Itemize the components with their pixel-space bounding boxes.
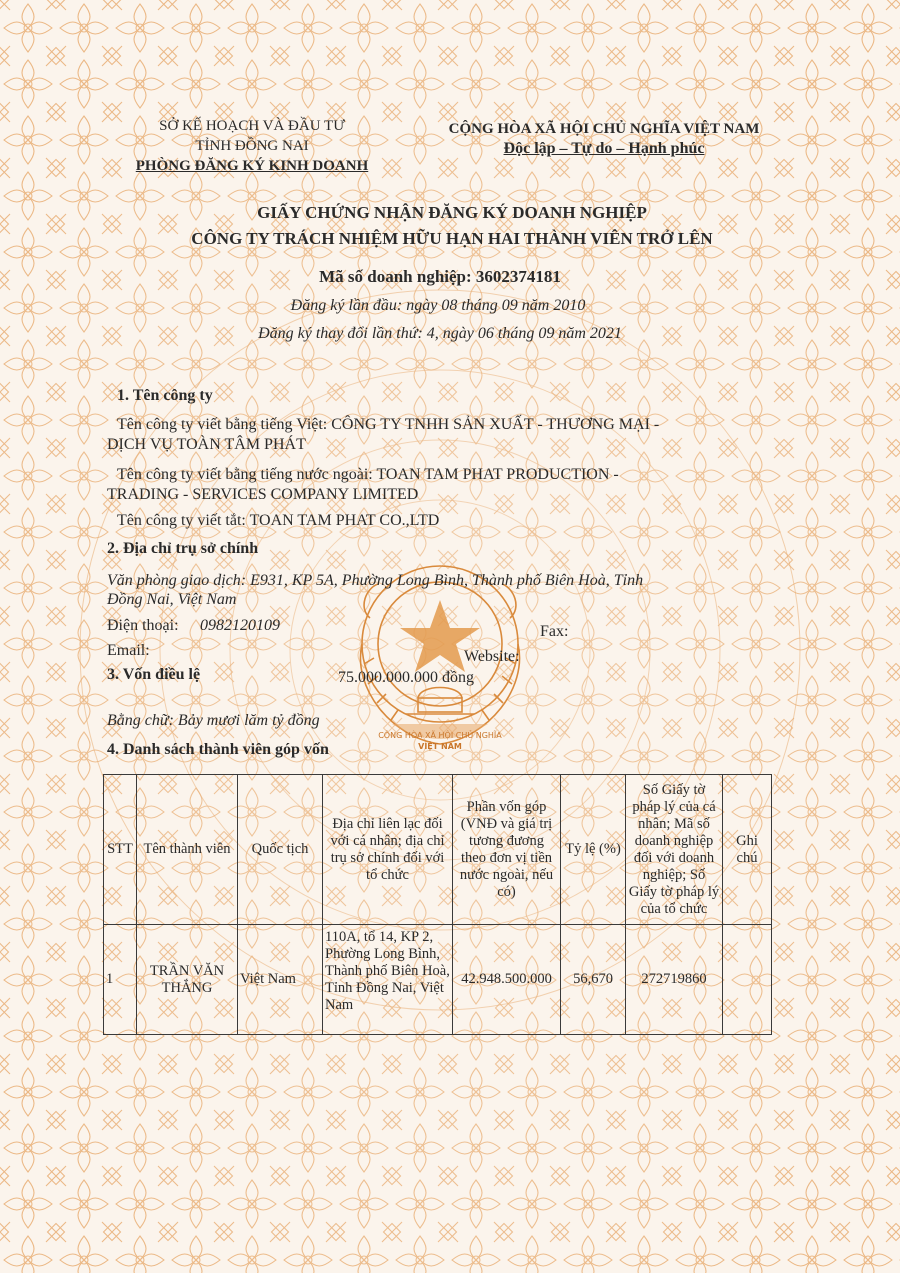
column-header-legal-document: Số Giấy tờ pháp lý của cá nhân; Mã số doanh nghiệp đối với doanh nghiệp; Số Giấy tờ pháp lý của tổ chức — [626, 775, 723, 925]
column-header-note: Ghi chú — [723, 775, 772, 925]
certificate-subtitle: CÔNG TY TRÁCH NHIỆM HỮU HẠN HAI THÀNH VIÊN TRỞ LÊN — [191, 229, 713, 248]
member-name: TRẦN VĂN THẮNG — [137, 925, 238, 1035]
office-address-line2: Đồng Nai, Việt Nam — [107, 591, 237, 608]
member-note — [723, 925, 772, 1035]
issuer-province: TỈNH ĐỒNG NAI — [195, 138, 309, 154]
issuer-office: PHÒNG ĐĂNG KÝ KINH DOANH — [135, 158, 369, 174]
member-ratio: 56,670 — [561, 925, 626, 1035]
enterprise-code: Mã số doanh nghiệp: 3602374181 — [319, 267, 561, 286]
phone-value: 0982120109 — [200, 617, 280, 634]
emblem-banner-text: VIỆT NAM — [418, 742, 462, 751]
company-name-vietnamese-line1: Tên công ty viết bằng tiếng Việt: CÔNG TY TNHH SẢN XUẤT - THƯƠNG MẠI - — [117, 416, 660, 433]
column-header-member-name: Tên thành viên — [137, 775, 238, 925]
charter-capital-in-words: Bằng chữ: Bảy mươi lăm tỷ đồng — [107, 712, 320, 729]
members-table-header-row — [104, 775, 772, 925]
national-title: CỘNG HÒA XÃ HỘI CHỦ NGHĨA VIỆT NAM — [448, 121, 760, 137]
change-registration-date: Đăng ký thay đổi lần thứ: 4, ngày 06 tháng 09 năm 2021 — [258, 325, 622, 342]
company-name-foreign-line2: TRADING - SERVICES COMPANY LIMITED — [107, 486, 419, 503]
column-header-stt: STT — [104, 775, 137, 925]
company-name-foreign-line1: Tên công ty viết bằng tiếng nước ngoài: TOAN TAM PHAT PRODUCTION - — [117, 466, 619, 483]
column-header-address: Địa chỉ liên lạc đối với cá nhân; địa chỉ trụ sở chính đối với tổ chức — [323, 775, 453, 925]
section-members-heading: 4. Danh sách thành viên góp vốn — [107, 741, 329, 758]
member-nationality: Việt Nam — [238, 925, 323, 1035]
fax-label: Fax: — [540, 623, 569, 640]
company-name-vietnamese-line2: DỊCH VỤ TOÀN TÂM PHÁT — [107, 436, 306, 453]
emblem-ring-text: CỘNG HÒA XÃ HỘI CHỦ NGHĨA — [378, 731, 502, 740]
column-header-nationality: Quốc tịch — [238, 775, 323, 925]
office-address-line1: Văn phòng giao dịch: E931, KP 5A, Phường Long Bình, Thành phố Biên Hoà, Tỉnh — [107, 572, 644, 589]
charter-capital-amount: 75.000.000.000 đồng — [338, 669, 474, 686]
section-address-heading: 2. Địa chỉ trụ sở chính — [107, 540, 259, 557]
member-stt: 1 — [104, 925, 137, 1035]
member-capital: 42.948.500.000 — [453, 925, 561, 1035]
phone-label: Điện thoại: — [107, 617, 179, 634]
issuer-department: SỞ KẾ HOẠCH VÀ ĐẦU TƯ — [159, 118, 345, 134]
table-row — [104, 925, 772, 1035]
first-registration-date: Đăng ký lần đầu: ngày 08 tháng 09 năm 2010 — [290, 297, 586, 314]
company-short-name: Tên công ty viết tắt: TOAN TAM PHAT CO.,LTD — [117, 512, 440, 529]
website-label: Website: — [464, 648, 520, 665]
members-table — [103, 774, 772, 1035]
member-legal-document: 272719860 — [626, 925, 723, 1035]
certificate-title: GIẤY CHỨNG NHẬN ĐĂNG KÝ DOANH NGHIỆP — [257, 203, 647, 222]
section-company-name-heading: 1. Tên công ty — [117, 387, 213, 404]
email-label: Email: — [107, 642, 150, 659]
column-header-ratio: Tỷ lệ (%) — [561, 775, 626, 925]
member-address: 110A, tổ 14, KP 2, Phường Long Bình, Thành phố Biên Hoà, Tỉnh Đồng Nai, Việt Nam — [323, 925, 453, 1035]
column-header-capital: Phần vốn góp (VNĐ và giá trị tương đương theo đơn vị tiền nước ngoài, nếu có) — [453, 775, 561, 925]
national-motto: Độc lập – Tự do – Hạnh phúc — [503, 140, 705, 157]
section-capital-heading: 3. Vốn điều lệ — [107, 666, 201, 683]
